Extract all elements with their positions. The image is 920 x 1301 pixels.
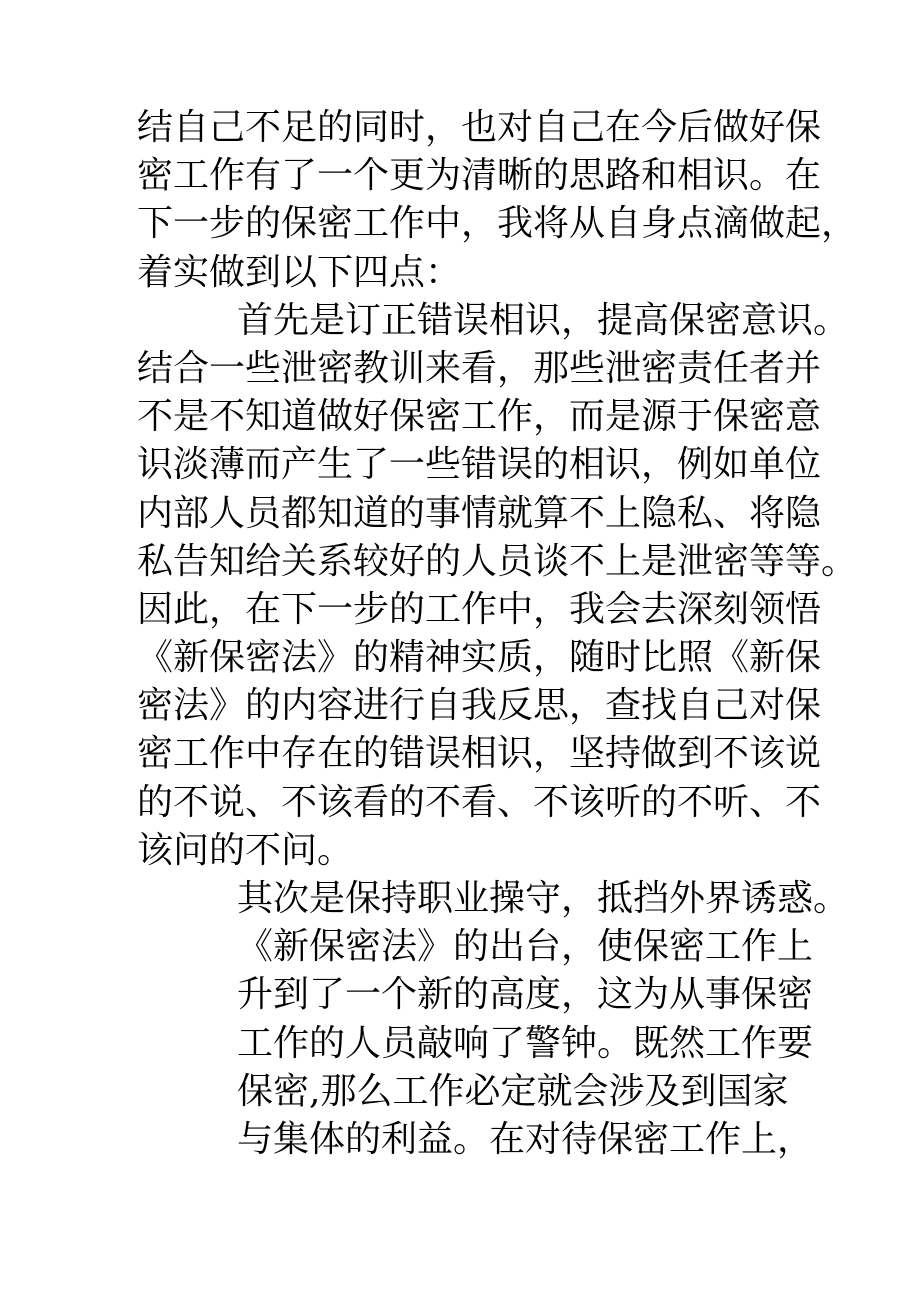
text-line: 其次是保持职业操守，抵挡外界诱惑。 (237, 878, 850, 919)
text-line: 下一步的保密工作中，我将从自身点滴做起， (137, 203, 858, 245)
text-line: 结合一些泄密教训来看，那些泄密责任者并 (137, 347, 822, 389)
text-line: 结自己不足的同时，也对自己在今后做好保 (137, 107, 822, 148)
text-line: 工作的人员敲响了警钟。既然工作要 (237, 1022, 814, 1064)
text-line: 《新保密法》的精神实质，随时比照《新保 (137, 637, 822, 679)
text-line: 该问的不问。 (137, 829, 354, 871)
text-line: 升到了一个新的高度，这为从事保密 (237, 974, 814, 1016)
text-line: 《新保密法》的出台，使保密工作上 (237, 926, 814, 968)
text-line: 密法》的内容进行自我反思，查找自己对保 (137, 685, 822, 727)
text-line: 私告知给关系较好的人员谈不上是泄密等等。 (137, 540, 858, 582)
body-text (137, 104, 858, 1164)
text-line: 因此，在下一步的工作中，我会去深刻领悟 (137, 588, 822, 630)
text-line: 保密,那么工作必定就会涉及到国家 (237, 1070, 789, 1112)
text-line: 不是不知道做好保密工作，而是源于保密意 (137, 396, 822, 438)
text-line: 密工作中存在的错误相识，坚持做到不该说 (137, 733, 822, 775)
text-line: 的不说、不该看的不看、不该听的不听、不 (137, 781, 822, 823)
text-line: 内部人员都知道的事情就算不上隐私、将隐 (137, 492, 822, 534)
text-line: 首先是订正错误相识，提高保密意识。 (237, 299, 850, 341)
text-line: 密工作有了一个更为清晰的思路和相识。在 (137, 155, 822, 197)
text-line: 着实做到以下四点： (137, 251, 462, 293)
text-line: 识淡薄而产生了一些错误的相识，例如单位 (137, 444, 822, 486)
text-line: 与集体的利益。在对待保密工作上， (237, 1118, 814, 1160)
